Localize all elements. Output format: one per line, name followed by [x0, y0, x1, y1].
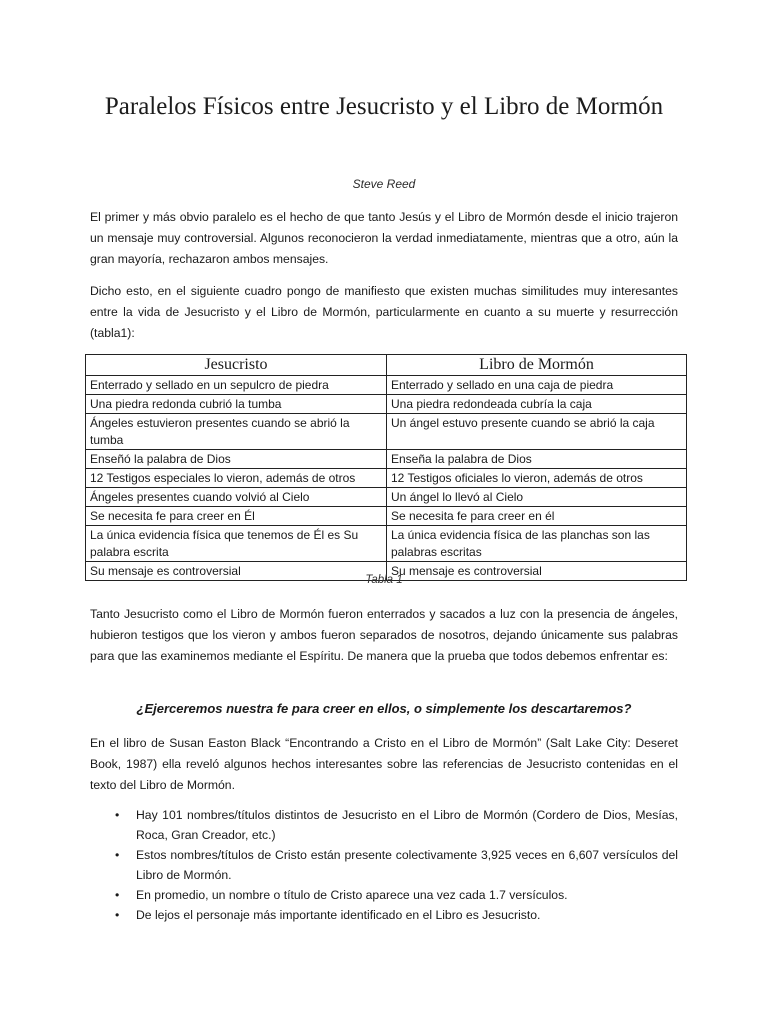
table-row — [86, 488, 687, 507]
key-question: ¿Ejerceremos nuestra fe para creer en ellos, o simplemente los descartaremos? — [136, 701, 632, 716]
table-header-row — [86, 355, 687, 376]
table-cell: Su mensaje es controversial — [387, 562, 687, 581]
list-item — [90, 845, 678, 885]
table-header-libro-de-mormon: Libro de Mormón — [387, 355, 687, 376]
table-cell: 12 Testigos oficiales lo vieron, además de otros — [387, 469, 687, 488]
bullet-icon: • — [115, 848, 120, 862]
table-row — [86, 450, 687, 469]
table-cell: Un ángel estuvo presente cuando se abrió la caja — [387, 414, 687, 450]
document-title: Paralelos Físicos entre Jesucristo y el Libro de Mormón — [104, 93, 664, 120]
table-cell: Su mensaje es controversial — [86, 562, 387, 581]
table-cell: Enterrado y sellado en una caja de piedra — [387, 376, 687, 395]
comparison-table — [85, 354, 687, 581]
list-item — [90, 885, 678, 905]
table-row — [86, 376, 687, 395]
table-cell: 12 Testigos especiales lo vieron, además de otros — [86, 469, 387, 488]
table-cell: Un ángel lo llevó al Cielo — [387, 488, 687, 507]
table-cell: Se necesita fe para creer en él — [387, 507, 687, 526]
table-cell: La única evidencia física de las planchas son las palabras escritas — [387, 526, 687, 562]
table-cell: Ángeles presentes cuando volvió al Cielo — [86, 488, 387, 507]
list-item-text: Estos nombres/títulos de Cristo están presente colectivamente 3,925 veces en 6,607 versículos del Libro de Mormón. — [136, 848, 678, 882]
table-cell: Enterrado y sellado en un sepulcro de piedra — [86, 376, 387, 395]
list-item — [90, 905, 678, 925]
table-caption: Tabla 1 — [365, 574, 403, 586]
bullet-icon: • — [115, 888, 120, 902]
bullet-icon: • — [115, 908, 120, 922]
list-item-text: Hay 101 nombres/títulos distintos de Jesucristo en el Libro de Mormón (Cordero de Dios, Mesías, Roca, Gran Creador, etc.) — [136, 808, 678, 842]
document-author: Steve Reed — [352, 177, 416, 191]
table-cell: Una piedra redonda cubrió la tumba — [86, 395, 387, 414]
table-row — [86, 507, 687, 526]
table-cell: Una piedra redondeada cubría la caja — [387, 395, 687, 414]
table-row — [86, 526, 687, 562]
list-item — [90, 805, 678, 845]
bullet-icon: • — [115, 808, 120, 822]
table-header-jesucristo: Jesucristo — [86, 355, 387, 376]
facts-list — [90, 805, 678, 925]
table-row — [86, 414, 687, 450]
paragraph-conclusion: Tanto Jesucristo como el Libro de Mormón fueron enterrados y sacados a luz con la presencia de ángeles, hubieron testigos que los vieron y ambos fueron separados de nosotros, dejando únicamente sus palabras para que las examinemos mediante el Espíritu. De manera que la prueba que todos debemos enfrentar es: — [90, 607, 678, 663]
paragraph-table-intro: Dicho esto, en el siguiente cuadro pongo de manifiesto que existen muchas similitudes muy interesantes entre la vida de Jesucristo y el Libro de Mormón, particularmente en cuanto a su muerte y resurrección (tabla1): — [90, 284, 678, 340]
table-row — [86, 395, 687, 414]
table-row — [86, 469, 687, 488]
table-cell: Se necesita fe para creer en Él — [86, 507, 387, 526]
paragraph-intro: El primer y más obvio paralelo es el hecho de que tanto Jesús y el Libro de Mormón desde el inicio trajeron un mensaje muy controversial. Algunos reconocieron la verdad inmediatamente, mientras que a otro, aún la gran mayoría, rechazaron ambos mensajes. — [90, 210, 678, 266]
table-cell: Ángeles estuvieron presentes cuando se abrió la tumba — [86, 414, 387, 450]
list-item-text: De lejos el personaje más importante identificado en el Libro es Jesucristo. — [136, 908, 541, 922]
paragraph-book-reference: En el libro de Susan Easton Black “Encontrando a Cristo en el Libro de Mormón” (Salt Lake City: Deseret Book, 1987) ella reveló algunos hechos interesantes sobre las referencias de Jesucristo contenidas en el texto del Libro de Mormón. — [90, 736, 678, 792]
list-item-text: En promedio, un nombre o título de Cristo aparece una vez cada 1.7 versículos. — [136, 888, 568, 902]
table-cell: Enseña la palabra de Dios — [387, 450, 687, 469]
table-cell: La única evidencia física que tenemos de Él es Su palabra escrita — [86, 526, 387, 562]
table-cell: Enseñó la palabra de Dios — [86, 450, 387, 469]
